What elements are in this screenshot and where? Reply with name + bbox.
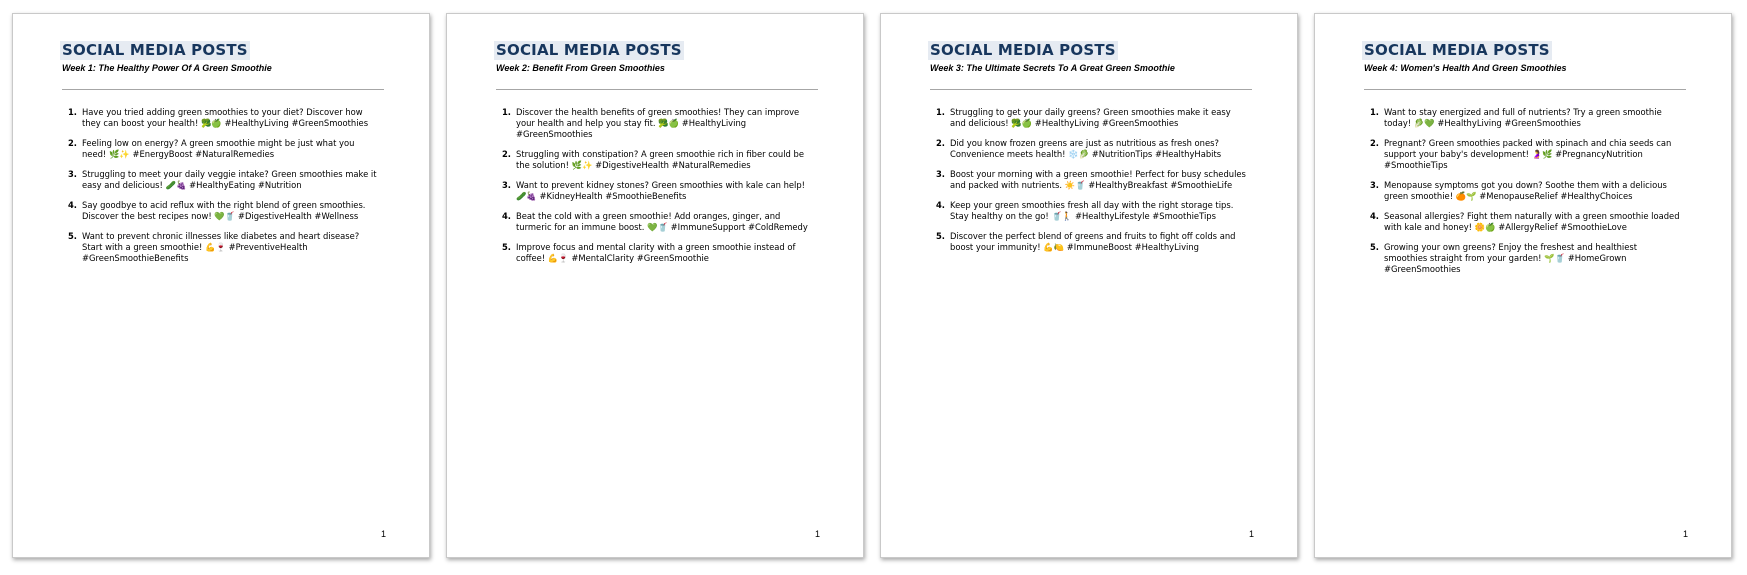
list-item-text: Menopause symptoms got you down? Soothe them with a delicious green smoothie! 🍊🌱 #MenopauseRelief #HealthyChoices: [1384, 180, 1667, 201]
document-page-week-2: [446, 13, 864, 558]
list-item: [930, 107, 1252, 129]
posts-list: [62, 107, 384, 273]
list-item-number: 4.: [1369, 211, 1379, 221]
list-item-number: 5.: [935, 231, 945, 241]
list-item-text: Growing your own greens? Enjoy the freshest and healthiest smoothies straight from your garden! 🌱🥤 #HomeGrown #GreenSmoothies: [1384, 242, 1638, 274]
document-page-week-1: [12, 13, 430, 558]
list-item: [1364, 211, 1686, 233]
list-item-text: Discover the perfect blend of greens and fruits to fight off colds and boost your immunity! 💪🍋 #ImmuneBoost #HealthyLiving: [950, 231, 1236, 252]
list-item-number: 5.: [1369, 242, 1379, 252]
list-item-text: Say goodbye to acid reflux with the right blend of green smoothies. Discover the best recipes now! 💚🥤 #DigestiveHealth #Wellness: [82, 200, 366, 221]
posts-list: [1364, 107, 1686, 284]
list-item: [62, 231, 384, 264]
list-item: [1364, 138, 1686, 171]
list-item-text: Keep your green smoothies fresh all day with the right storage tips. Stay healthy on the go! 🥤🚶 #HealthyLifestyle #SmoothieTips: [950, 200, 1234, 221]
list-item: [930, 231, 1252, 253]
list-item-number: 4.: [935, 200, 945, 210]
list-item-number: 2.: [935, 138, 945, 148]
list-item: [496, 242, 818, 264]
page-title: SOCIAL MEDIA POSTS: [1364, 41, 1550, 59]
list-item: [930, 200, 1252, 222]
page-subtitle: Week 2: Benefit From Green Smoothies: [496, 63, 665, 73]
list-item-text: Struggling with constipation? A green smoothie rich in fiber could be the solution! 🌿✨ #DigestiveHealth #NaturalRemedies: [516, 149, 805, 170]
list-item-number: 5.: [67, 231, 77, 241]
page-subtitle: Week 3: The Ultimate Secrets To A Great Green Smoothie: [930, 63, 1175, 73]
page-number: 1: [1249, 529, 1255, 539]
list-item-number: 3.: [67, 169, 77, 179]
list-item-text: Did you know frozen greens are just as nutritious as fresh ones? Convenience meets health! ❄️🥬 #NutritionTips #HealthyHabits: [950, 138, 1222, 159]
page-title: SOCIAL MEDIA POSTS: [62, 41, 248, 59]
horizontal-divider: [496, 89, 818, 90]
list-item-text: Want to stay energized and full of nutrients? Try a green smoothie today! 🥬💚 #HealthyLiving #GreenSmoothies: [1384, 107, 1662, 128]
list-item: [62, 107, 384, 129]
horizontal-divider: [1364, 89, 1686, 90]
document-page-week-4: [1314, 13, 1732, 558]
list-item-text: Struggling to get your daily greens? Green smoothies make it easy and delicious! 🥦🍏 #HealthyLiving #GreenSmoothies: [950, 107, 1231, 128]
posts-list: [496, 107, 818, 273]
list-item: [496, 180, 818, 202]
list-item: [930, 169, 1252, 191]
list-item-number: 2.: [501, 149, 511, 159]
list-item-number: 4.: [501, 211, 511, 221]
list-item-text: Seasonal allergies? Fight them naturally with a green smoothie loaded with kale and honey! 🌼🍏 #AllergyRelief #SmoothieLove: [1384, 211, 1680, 232]
list-item-number: 2.: [67, 138, 77, 148]
page-title: SOCIAL MEDIA POSTS: [930, 41, 1116, 59]
list-item-text: Want to prevent chronic illnesses like diabetes and heart disease? Start with a green smoothie! 💪🍷 #PreventiveHealth #GreenSmoothieBenefits: [82, 231, 360, 263]
list-item-text: Want to prevent kidney stones? Green smoothies with kale can help! 🥒🍇 #KidneyHealth #SmoothieBenefits: [516, 180, 806, 201]
list-item-number: 2.: [1369, 138, 1379, 148]
list-item-number: 3.: [501, 180, 511, 190]
list-item-text: Beat the cold with a green smoothie! Add oranges, ginger, and turmeric for an immune boost. 💚🥤 #ImmuneSupport #ColdRemedy: [516, 211, 808, 232]
list-item-number: 1.: [501, 107, 511, 117]
list-item-text: Boost your morning with a green smoothie! Perfect for busy schedules and packed with nutrients. ☀️🥤 #HealthyBreakfast #SmoothieLife: [950, 169, 1246, 190]
posts-list: [930, 107, 1252, 262]
list-item: [496, 211, 818, 233]
list-item: [930, 138, 1252, 160]
list-item-number: 3.: [935, 169, 945, 179]
list-item-number: 1.: [67, 107, 77, 117]
horizontal-divider: [930, 89, 1252, 90]
list-item: [496, 149, 818, 171]
page-subtitle: Week 1: The Healthy Power Of A Green Smoothie: [62, 63, 272, 73]
list-item-text: Struggling to meet your daily veggie intake? Green smoothies make it easy and delicious! 🥒🍇 #HealthyEating #Nutrition: [82, 169, 377, 190]
page-subtitle: Week 4: Women's Health And Green Smoothies: [1364, 63, 1567, 73]
list-item-number: 1.: [935, 107, 945, 117]
horizontal-divider: [62, 89, 384, 90]
list-item-text: Discover the health benefits of green smoothies! They can improve your health and help you stay fit. 🥦🍏 #HealthyLiving #GreenSmoothies: [516, 107, 800, 139]
list-item: [1364, 107, 1686, 129]
list-item-text: Feeling low on energy? A green smoothie might be just what you need! 🌿✨ #EnergyBoost #NaturalRemedies: [82, 138, 355, 159]
list-item-text: Improve focus and mental clarity with a green smoothie instead of coffee! 💪🍷 #MentalClarity #GreenSmoothie: [516, 242, 796, 263]
list-item-number: 5.: [501, 242, 511, 252]
list-item: [62, 138, 384, 160]
page-title: SOCIAL MEDIA POSTS: [496, 41, 682, 59]
document-page-week-3: [880, 13, 1298, 558]
list-item-text: Pregnant? Green smoothies packed with spinach and chia seeds can support your baby's development! 🤰🌿 #PregnancyNutrition #SmoothieTips: [1384, 138, 1672, 170]
list-item-text: Have you tried adding green smoothies to your diet? Discover how they can boost your health! 🥦🍏 #HealthyLiving #GreenSmoothies: [82, 107, 369, 128]
list-item-number: 1.: [1369, 107, 1379, 117]
list-item: [496, 107, 818, 140]
list-item: [62, 200, 384, 222]
page-number: 1: [381, 529, 387, 539]
list-item: [1364, 242, 1686, 275]
list-item-number: 3.: [1369, 180, 1379, 190]
list-item: [62, 169, 384, 191]
list-item: [1364, 180, 1686, 202]
page-number: 1: [815, 529, 821, 539]
list-item-number: 4.: [67, 200, 77, 210]
page-number: 1: [1683, 529, 1689, 539]
